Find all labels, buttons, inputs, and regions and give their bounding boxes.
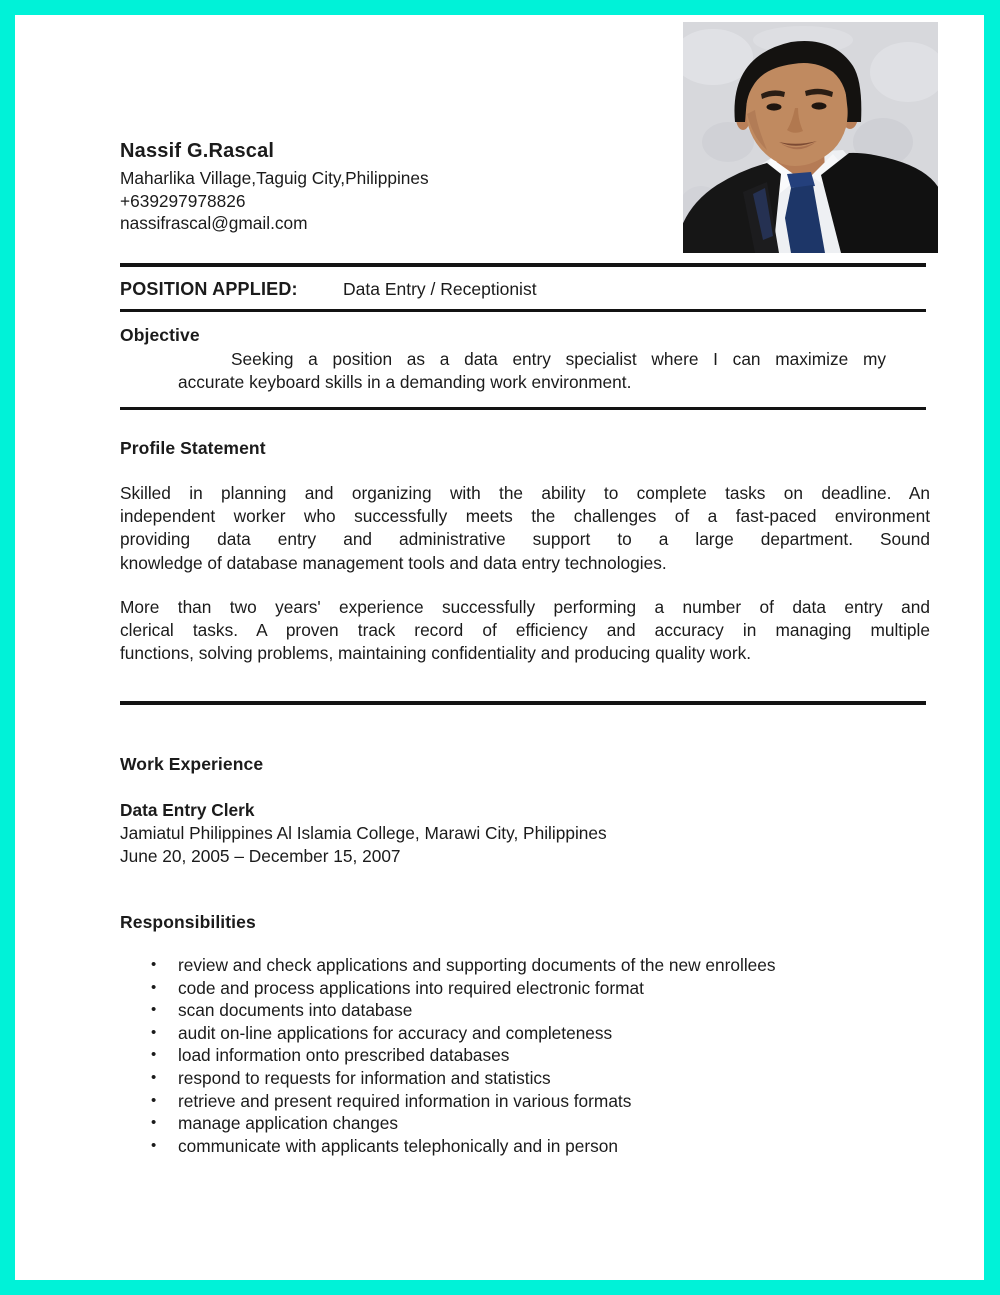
profile-paragraph-2 <box>120 596 930 666</box>
objective-line: Seeking a position as a data entry specialist where I can maximize my <box>231 349 886 369</box>
profile-paragraph-1 <box>120 482 930 575</box>
bullet-icon: • <box>151 1114 157 1132</box>
bullet-icon: • <box>151 1001 157 1019</box>
job-dates: June 20, 2005 – December 15, 2007 <box>120 846 401 866</box>
list-item <box>120 1135 934 1158</box>
profile-line: independent worker who successfully meets the challenges of a fast-paced environment <box>120 506 930 527</box>
objective-heading: Objective <box>120 325 200 345</box>
applicant-email: nassifrascal@gmail.com <box>120 213 308 234</box>
work-experience-heading: Work Experience <box>120 754 264 774</box>
profile-heading: Profile Statement <box>120 438 266 458</box>
bullet-icon: • <box>151 1046 157 1064</box>
list-item-text: audit on-line applications for accuracy and completeness <box>178 1022 613 1043</box>
applicant-name: Nassif G.Rascal <box>120 140 275 162</box>
job-employer: Jamiatul Philippines Al Islamia College, Marawi City, Philippines <box>120 823 607 843</box>
profile-line: providing data entry and administrative support to a large department. Sound <box>120 529 930 550</box>
job-entry <box>120 799 930 868</box>
applicant-phone: +639297978826 <box>120 190 246 211</box>
bullet-icon: • <box>151 1091 157 1109</box>
bullet-icon: • <box>151 978 157 996</box>
list-item <box>120 1022 934 1045</box>
list-item-text: respond to requests for information and statistics <box>178 1067 551 1088</box>
profile-line: clerical tasks. A proven track record of efficiency and accuracy in managing multiple <box>120 620 930 641</box>
list-item-text: load information onto prescribed databases <box>178 1045 510 1066</box>
eye-right <box>812 102 827 109</box>
list-item <box>120 1090 934 1113</box>
bullet-icon: • <box>151 956 157 973</box>
list-item-text: scan documents into database <box>178 1000 413 1021</box>
responsibilities-heading: Responsibilities <box>120 912 256 932</box>
list-item <box>120 954 934 977</box>
position-applied-label: POSITION APPLIED: <box>120 279 298 299</box>
list-item <box>120 1112 934 1135</box>
list-item-text: retrieve and present required information in various formats <box>178 1090 632 1111</box>
bullet-icon: • <box>151 1023 157 1041</box>
responsibilities-list <box>120 954 934 1157</box>
applicant-photo <box>683 22 938 253</box>
divider-rule-top <box>120 263 926 267</box>
list-item <box>120 977 934 1000</box>
list-item <box>120 1044 934 1067</box>
bullet-icon: • <box>151 1068 157 1086</box>
profile-line: Skilled in planning and organizing with the ability to complete tasks on deadline. An <box>120 483 930 503</box>
list-item-text: manage application changes <box>178 1113 399 1134</box>
divider-rule-profile <box>120 701 926 705</box>
divider-rule-position <box>120 309 926 312</box>
eye-left <box>767 103 782 110</box>
profile-line: More than two years' experience successfully performing a number of data entry and <box>120 597 930 617</box>
bullet-icon: • <box>151 1136 157 1154</box>
list-item-text: code and process applications into required electronic format <box>178 977 644 998</box>
position-applied-row <box>120 279 930 300</box>
list-item <box>120 1067 934 1090</box>
job-title: Data Entry Clerk <box>120 800 255 820</box>
graduate-portrait-illustration <box>683 22 938 253</box>
applicant-address: Maharlika Village,Taguig City,Philippines <box>120 168 429 188</box>
position-applied-value: Data Entry / Receptionist <box>343 279 537 299</box>
list-item-text: review and check applications and supporting documents of the new enrollees <box>178 955 776 975</box>
objective-paragraph <box>178 348 886 394</box>
profile-line: functions, solving problems, maintaining confidentiality and producing quality work. <box>120 643 752 664</box>
contact-block <box>120 139 660 235</box>
divider-rule-objective <box>120 407 926 410</box>
list-item <box>120 999 934 1022</box>
profile-line: knowledge of database management tools and data entry technologies. <box>120 552 667 573</box>
list-item-text: communicate with applicants telephonically and in person <box>178 1135 618 1156</box>
objective-line: accurate keyboard skills in a demanding work environment. <box>178 372 632 393</box>
